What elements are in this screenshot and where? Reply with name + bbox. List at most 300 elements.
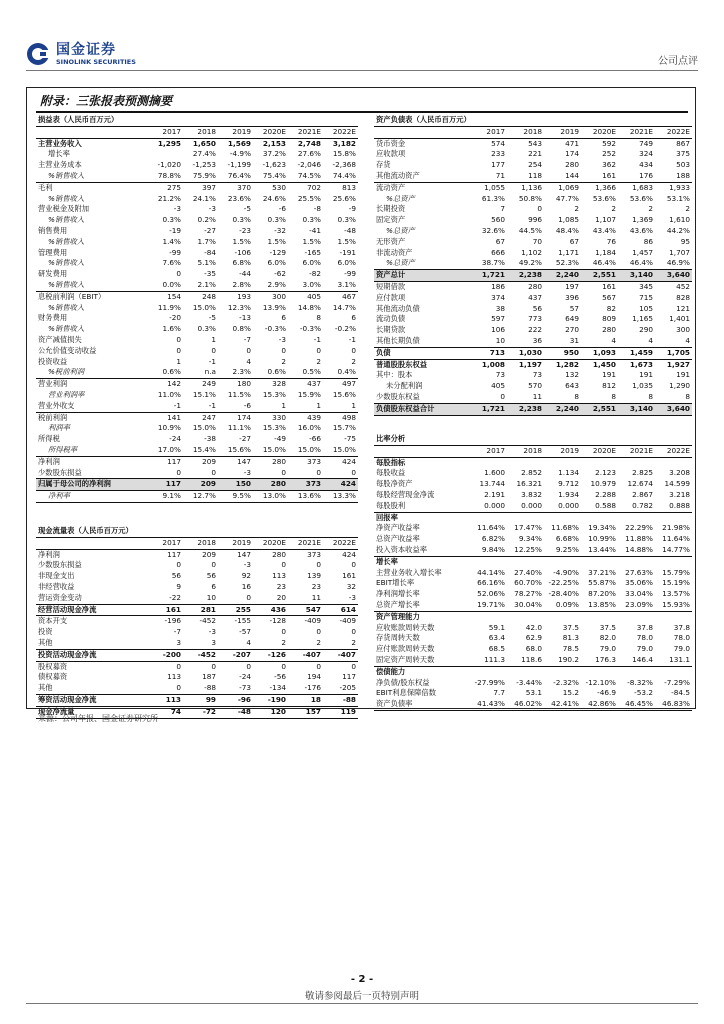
row-value: 15.19% [662, 578, 690, 588]
table-section-title [374, 434, 692, 445]
row-value: 13.9% [262, 302, 286, 312]
row-value: 715 [639, 292, 653, 302]
table-row [36, 479, 358, 491]
row-value: 75.4% [253, 171, 288, 182]
row-label: 总资产增长率 [374, 600, 470, 611]
row-value: 33.04% [625, 589, 653, 599]
row-value: 78.27% [514, 589, 542, 599]
row-label: 资本开支 [38, 616, 68, 626]
row-value: 79.0 [636, 644, 653, 654]
row-value: 503 [676, 160, 690, 170]
row-value: 2.8% [218, 280, 253, 291]
row-value: 161 [602, 281, 616, 291]
row-value: 0 [351, 627, 356, 637]
row-value: 7.6% [162, 258, 181, 268]
row-value: 0 [351, 661, 356, 671]
row-value: 0 [537, 204, 542, 214]
row-value [148, 149, 183, 160]
row-value: 3,640 [655, 270, 692, 282]
row-value: 424 [342, 549, 356, 559]
row-label: 其他流动资产 [374, 171, 470, 182]
sinolink-logo-icon [26, 42, 50, 66]
row-value: 8 [685, 391, 690, 401]
row-value: 32 [346, 581, 356, 591]
header-divider [26, 70, 698, 71]
row-value: 117 [342, 672, 356, 682]
appendix-title: 附录：三张报表预测摘要 [40, 94, 173, 108]
row-value: 36 [507, 336, 544, 347]
row-value: 13.0% [253, 491, 288, 503]
row-value: 867 [676, 138, 690, 148]
row-value: 15.7% [332, 423, 356, 433]
row-value: 30.04% [507, 600, 544, 611]
row-value: 280 [272, 549, 286, 559]
row-value: 773 [528, 314, 542, 324]
row-value: 60.70% [514, 578, 542, 588]
row-value: 4 [246, 637, 251, 647]
row-value: 56 [171, 571, 181, 581]
row-value: 702 [307, 182, 321, 192]
row-label: 固定资产 [376, 215, 406, 225]
table-row [36, 269, 358, 280]
row-value: 139 [307, 571, 321, 581]
row-value: -0.2% [334, 324, 356, 334]
logo-english-name: SINOLINK SECURITIES [56, 58, 136, 66]
row-value: 35.06% [625, 578, 653, 588]
row-value: -1,199 [227, 160, 251, 170]
table-row [374, 226, 692, 237]
row-label: 销售费用 [38, 225, 68, 235]
row-value: 2,240 [544, 403, 581, 415]
row-value: -196 [164, 616, 181, 626]
row-value: 6.68% [555, 534, 579, 544]
row-value: 222 [528, 325, 542, 335]
table-row [374, 688, 692, 699]
row-value: 74.4% [323, 171, 358, 182]
row-value: -9 [348, 204, 356, 214]
year-header: 2022E [323, 126, 358, 138]
row-value [655, 457, 692, 468]
row-value: 950 [544, 347, 581, 359]
row-value: 161 [148, 604, 183, 616]
row-value: 1.4% [162, 236, 181, 246]
row-value: 6.0% [337, 258, 356, 268]
row-value: 1.934 [558, 489, 579, 499]
row-label: 归属于母公司的净利润 [36, 479, 148, 491]
row-value: 187 [202, 672, 216, 682]
row-value: -1 [148, 401, 183, 412]
row-value: 370 [237, 182, 251, 192]
row-value: 118.6 [507, 655, 544, 666]
row-value: 8 [316, 313, 321, 323]
row-value: 15.93% [655, 600, 692, 611]
row-label: 现金净流量 [36, 706, 148, 718]
table-row [374, 523, 692, 534]
row-value: 7.7 [493, 688, 505, 698]
table-row [374, 545, 692, 556]
table-row [36, 171, 358, 182]
row-value: 0.3% [267, 215, 286, 225]
row-value: 530 [272, 182, 286, 192]
row-value: 324 [639, 149, 653, 159]
table-row [36, 149, 358, 160]
row-value: 2 [316, 356, 321, 366]
row-value: 1,457 [632, 247, 653, 257]
row-value [581, 611, 618, 622]
row-value: 0 [316, 560, 321, 570]
table-row [36, 649, 358, 661]
row-value: 0.6% [148, 367, 183, 378]
table-row [36, 491, 358, 503]
row-value: -49 [274, 434, 286, 444]
row-label: 增长率 [48, 149, 70, 159]
row-value: 113 [148, 694, 183, 706]
row-value: 78.5 [562, 644, 579, 654]
row-value: 0 [281, 661, 286, 671]
row-value: 1,369 [632, 215, 653, 225]
row-value: 13.85% [581, 600, 618, 611]
table-section-title [374, 115, 692, 126]
row-value: 120 [253, 706, 288, 718]
row-value [581, 512, 618, 523]
year-header: 2018 [183, 126, 218, 138]
row-value: -2,368 [332, 160, 356, 170]
row-label: 每股净资产 [376, 479, 413, 489]
row-value: 111.3 [470, 655, 507, 666]
row-label: %税前利润 [36, 367, 148, 378]
row-label: 营业利润 [38, 379, 68, 389]
row-value: 3.218 [669, 489, 690, 499]
row-value: 1,290 [669, 381, 690, 391]
row-label: 资产减值损失 [38, 334, 82, 344]
row-value [470, 611, 507, 622]
row-value: -6 [218, 401, 253, 412]
year-header: 2022E [655, 126, 692, 138]
year-header: 2020E [253, 126, 288, 138]
table-row [36, 423, 358, 434]
logo [26, 42, 136, 66]
document-type: 公司点评 [658, 56, 698, 67]
row-value: 209 [183, 479, 218, 491]
table-row [36, 456, 358, 467]
row-label: %销售收入 [36, 280, 148, 291]
row-value: 44.5% [518, 225, 542, 235]
row-value: -88 [204, 683, 216, 693]
disclaimer-note: 敬请参阅最后一页特别声明 [304, 991, 419, 1002]
row-value [470, 457, 507, 468]
row-value: 161 [342, 571, 356, 581]
row-value: 9.1% [148, 491, 183, 503]
row-value: 1 [176, 356, 181, 366]
row-value: -128 [269, 616, 286, 626]
row-value: 3,140 [618, 403, 655, 415]
row-value: 0.782 [618, 501, 655, 512]
row-value: 43.4% [592, 225, 616, 235]
row-value: 813 [342, 182, 356, 192]
row-value: 70 [532, 236, 542, 246]
table-row [36, 582, 358, 593]
row-value: 0.09% [544, 600, 581, 611]
row-value: 252 [602, 149, 616, 159]
table-row [36, 571, 358, 582]
table-row [36, 593, 358, 604]
row-value: 300 [272, 291, 286, 301]
row-value: 42.41% [544, 699, 581, 710]
row-value: 1.5% [267, 236, 286, 246]
row-label: 每股经营现金净流 [376, 489, 435, 499]
row-value: 3,140 [618, 270, 655, 282]
row-value: 15.6% [332, 389, 356, 399]
row-label: 流动负债 [376, 314, 406, 324]
row-value: 209 [202, 549, 216, 559]
row-value: -22.25% [548, 578, 579, 588]
row-value: 16.0% [297, 423, 321, 433]
row-value: 27.40% [514, 567, 542, 577]
row-value: 1,171 [558, 247, 579, 257]
table-row [36, 248, 358, 259]
footer-divider [26, 1003, 698, 1004]
row-value: -62 [274, 269, 286, 279]
row-value: 42.86% [581, 699, 618, 710]
row-label: 少数股东损益 [38, 467, 82, 477]
row-value: 373 [288, 479, 323, 491]
row-value [544, 512, 581, 523]
row-value: -407 [323, 649, 358, 661]
table-row [36, 215, 358, 226]
row-value: -84.5 [671, 688, 690, 698]
row-value: -24 [239, 672, 251, 682]
row-value: 2,551 [581, 270, 618, 282]
row-value: 176 [618, 171, 655, 182]
row-value: 0 [246, 592, 251, 602]
row-value [618, 556, 655, 567]
table-row [36, 346, 358, 357]
row-value: 1 [323, 401, 358, 412]
row-value: 280 [528, 281, 542, 291]
row-value: 16.321 [516, 479, 542, 489]
table-row [374, 512, 692, 523]
row-label: %销售收入 [48, 215, 85, 225]
row-value: -75 [344, 434, 356, 444]
row-value: 567 [602, 292, 616, 302]
row-value: 24.6% [262, 193, 286, 203]
row-value: 19.34% [588, 523, 616, 533]
year-header: 2017 [148, 126, 183, 138]
row-value: 2,748 [297, 138, 321, 148]
row-label: 短期借款 [376, 281, 406, 291]
row-label: 投资 [38, 627, 53, 637]
row-value: 154 [167, 291, 181, 301]
row-value: 300 [676, 325, 690, 335]
row-value: 1,107 [595, 215, 616, 225]
row-value: -3 [208, 627, 216, 637]
row-value: -4.90% [553, 567, 579, 577]
row-value: 12.3% [227, 302, 251, 312]
row-value: -200 [148, 649, 183, 661]
row-value: 23.09% [618, 600, 655, 611]
row-value: 16 [241, 581, 251, 591]
row-value: -3 [208, 204, 216, 214]
row-label: 少数股东权益 [376, 391, 420, 401]
row-value: 146.4 [618, 655, 655, 666]
row-value: 37.8 [673, 622, 690, 632]
row-value: 11.68% [551, 523, 579, 533]
table-row [36, 390, 358, 401]
row-label: 股权募资 [38, 661, 68, 671]
row-value: 374 [491, 292, 505, 302]
row-label: %总资产 [386, 225, 415, 235]
row-value: -28.40% [548, 589, 579, 599]
row-value: -88 [323, 694, 358, 706]
row-value: 9.712 [558, 479, 579, 489]
row-value: 74.5% [288, 171, 323, 182]
row-value: 1,085 [558, 215, 579, 225]
row-value [470, 666, 507, 677]
row-value: 11.0% [157, 389, 181, 399]
row-value: 749 [639, 138, 653, 148]
row-value: 649 [565, 314, 579, 324]
row-value: 373 [307, 549, 321, 559]
row-label: 主营业务成本 [38, 160, 82, 170]
row-value: -205 [339, 683, 356, 693]
row-value: 15.6% [218, 445, 253, 456]
table-row [36, 604, 358, 616]
row-value: 176.3 [581, 655, 618, 666]
row-value: -5 [243, 204, 251, 214]
table-row [36, 627, 358, 638]
table-row [36, 226, 358, 237]
table-row [374, 370, 692, 381]
row-value [544, 457, 581, 468]
row-value: 373 [307, 456, 321, 466]
row-value: 15.3% [262, 389, 286, 399]
row-value [618, 666, 655, 677]
row-value: 1,933 [669, 182, 690, 192]
row-value: 62.9 [525, 633, 542, 643]
row-value: 1,008 [481, 359, 505, 369]
table-row [374, 138, 692, 149]
row-value: 15.9% [297, 389, 321, 399]
table-row [374, 403, 692, 415]
row-label: %总资产 [374, 258, 470, 269]
row-label: 其中：股本 [376, 370, 413, 380]
row-label: 投资收益 [38, 356, 68, 366]
row-value: 105 [639, 303, 653, 313]
row-value [581, 666, 618, 677]
row-value: 117 [167, 456, 181, 466]
table-row [374, 534, 692, 545]
year-header: 2022E [323, 537, 358, 549]
row-value [470, 556, 507, 567]
row-label: %销售收入 [48, 302, 85, 312]
row-label: 所得税 [38, 434, 60, 444]
table-row [36, 303, 358, 314]
row-value: 8 [611, 391, 616, 401]
row-label: 每股收益 [376, 468, 406, 478]
row-value: 131.1 [655, 655, 692, 666]
row-value: 191 [676, 370, 690, 380]
row-value: 0 [316, 467, 321, 477]
row-value: 1,069 [558, 182, 579, 192]
row-value: -1,623 [262, 160, 286, 170]
row-label: 资产负债率 [374, 699, 470, 710]
row-value: 57 [569, 303, 579, 313]
row-label: 应付款项 [376, 292, 406, 302]
row-label: %销售收入 [48, 236, 85, 246]
row-value [507, 666, 544, 677]
row-value: 209 [202, 456, 216, 466]
year-header: 2021E [288, 537, 323, 549]
table-row [36, 379, 358, 390]
row-value: 10.979 [590, 479, 616, 489]
row-value: -56 [274, 672, 286, 682]
year-header: 2020E [253, 537, 288, 549]
row-value: -48 [344, 225, 356, 235]
table-row [36, 258, 358, 269]
row-value: 9.25% [544, 545, 581, 556]
row-value: 73 [495, 370, 505, 380]
year-header-row [374, 126, 692, 138]
row-value: 46.4% [618, 258, 655, 269]
row-value: 95 [680, 236, 690, 246]
year-header: 2018 [507, 126, 544, 138]
section-title: 损益表（人民币百万元） [36, 115, 358, 126]
table-section-title [36, 526, 358, 537]
row-value: 1.5% [337, 236, 356, 246]
row-value: 17.0% [148, 445, 183, 456]
row-value: 1,459 [618, 347, 655, 359]
row-label: 筹资活动现金净流 [36, 694, 148, 706]
row-value: 2 [611, 204, 616, 214]
row-value: 405 [307, 291, 321, 301]
row-value: 14.599 [664, 479, 690, 489]
year-header: 2018 [183, 537, 218, 549]
row-value: 78.0 [673, 633, 690, 643]
table-row [36, 182, 358, 193]
row-value: 73 [532, 370, 542, 380]
row-value: 2 [281, 356, 286, 366]
row-value: 13.6% [288, 491, 323, 503]
row-value [507, 611, 544, 622]
row-value: -134 [269, 683, 286, 693]
row-value: 119 [323, 706, 358, 718]
row-value: 20 [276, 592, 286, 602]
year-header-row [36, 126, 358, 138]
row-value: 49.2% [507, 258, 544, 269]
row-value [507, 556, 544, 567]
row-value: 498 [342, 412, 356, 422]
row-value: 280 [565, 160, 579, 170]
row-value: 0.000 [544, 501, 581, 512]
row-value: 191 [639, 370, 653, 380]
row-value: 0 [281, 345, 286, 355]
row-value [655, 666, 692, 677]
row-value: 1,683 [632, 182, 653, 192]
row-value: 255 [218, 604, 253, 616]
row-value: 2.3% [218, 367, 253, 378]
row-value: 190.2 [544, 655, 581, 666]
row-value: -2,046 [297, 160, 321, 170]
row-value: 25.6% [332, 193, 356, 203]
row-value: 22.29% [625, 523, 653, 533]
row-value: -106 [234, 247, 251, 257]
row-label: 货币资金 [376, 138, 406, 148]
table-row [36, 313, 358, 324]
row-value: 0.000 [507, 501, 544, 512]
row-value: -409 [339, 616, 356, 626]
row-label: %销售收入 [48, 324, 85, 334]
row-value: 23 [311, 581, 321, 591]
